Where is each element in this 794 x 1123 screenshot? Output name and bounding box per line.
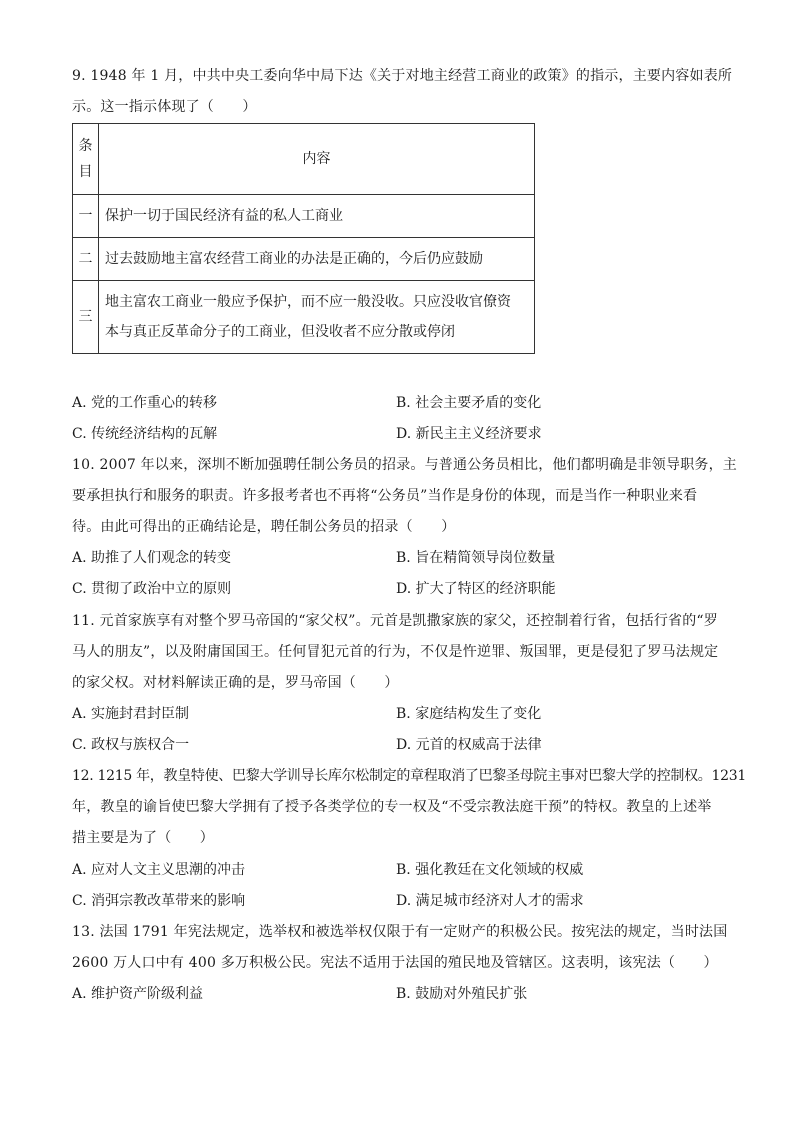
row-num: 三 xyxy=(73,281,99,354)
table-row xyxy=(73,281,535,354)
q13-option-b[interactable]: B. 鼓励对外殖民扩张 xyxy=(396,986,528,1002)
q11-option-d[interactable]: D. 元首的权威高于法律 xyxy=(396,737,542,753)
q12-stem-line3: 措主要是为了（ ） xyxy=(72,830,214,846)
header-num-char-2: 目 xyxy=(78,164,93,180)
q11-stem-line2: 马人的朋友”，以及附庸国国王。任何冒犯元首的行为，不仅是忤逆罪、叛国罪，更是侵犯了罗马法规定 xyxy=(72,644,719,660)
q11-option-a[interactable]: A. 实施封君封臣制 xyxy=(72,706,190,722)
table-header-row xyxy=(73,124,535,195)
q12-stem-line1: 12. 1215 年，教皇特使、巴黎大学训导长库尔松制定的章程取消了巴黎圣母院主事对巴黎大学的控制权。1231 xyxy=(72,768,746,784)
q9-option-c[interactable]: C. 传统经济结构的瓦解 xyxy=(72,426,218,442)
q12-option-c[interactable]: C. 消弭宗教改革带来的影响 xyxy=(72,893,246,909)
row-text-line2: 本与真正反革命分子的工商业，但没收者不应分散或停闭 xyxy=(105,324,455,340)
q13-stem-line2: 2600 万人口中有 400 多万积极公民。宪法不适用于法国的殖民地及管辖区。这表明，该宪法（ ） xyxy=(72,955,718,971)
q10-option-c[interactable]: C. 贯彻了政治中立的原则 xyxy=(72,581,232,597)
q13-option-a[interactable]: A. 维护资产阶级利益 xyxy=(72,986,204,1002)
q9-table xyxy=(72,123,535,354)
table-row xyxy=(73,195,535,238)
q9-option-b[interactable]: B. 社会主要矛盾的变化 xyxy=(396,395,542,411)
table-row xyxy=(73,238,535,281)
header-num-cell xyxy=(73,124,99,195)
q9-stem-line1: 9. 1948 年 1 月，中共中央工委向华中局下达《关于对地主经营工商业的政策》的指示，主要内容如表所 xyxy=(72,68,733,84)
q10-option-b[interactable]: B. 旨在精简领导岗位数量 xyxy=(396,550,556,566)
q12-option-a[interactable]: A. 应对人文主义思潮的冲击 xyxy=(72,862,246,878)
q10-stem-line1: 10. 2007 年以来，深圳不断加强聘任制公务员的招录。与普通公务员相比，他们都明确是非领导职务，主 xyxy=(72,457,737,473)
header-num-char-1: 条 xyxy=(78,138,93,154)
q11-option-b[interactable]: B. 家庭结构发生了变化 xyxy=(396,706,542,722)
q11-option-c[interactable]: C. 政权与族权合一 xyxy=(72,737,190,753)
row-text: 过去鼓励地主富农经营工商业的办法是正确的，今后仍应鼓励 xyxy=(99,238,535,281)
q9-stem-line2: 示。这一指示体现了（ ） xyxy=(72,99,257,115)
q12-stem-line2: 年，教皇的谕旨使巴黎大学拥有了授予各类学位的专一权及“不受宗教法庭干预”的特权。教皇的上述举 xyxy=(72,799,712,815)
q11-stem-line1: 11. 元首家族享有对整个罗马帝国的“家父权”。元首是凯撒家族的家父，还控制着行省，包括行省的“罗 xyxy=(72,613,718,629)
q9-option-d[interactable]: D. 新民主主义经济要求 xyxy=(396,426,542,442)
q10-option-d[interactable]: D. 扩大了特区的经济职能 xyxy=(396,581,556,597)
row-num: 二 xyxy=(73,238,99,281)
q10-stem-line2: 要承担执行和服务的职责。许多报考者也不再将“公务员”当作是身份的体现，而是当作一种职业来看 xyxy=(72,488,698,504)
row-text xyxy=(99,281,535,354)
row-text: 保护一切于国民经济有益的私人工商业 xyxy=(99,195,535,238)
q12-option-d[interactable]: D. 满足城市经济对人才的需求 xyxy=(396,893,584,909)
q10-stem-line3: 待。由此可得出的正确结论是，聘任制公务员的招录（ ） xyxy=(72,519,456,535)
q12-option-b[interactable]: B. 强化教廷在文化领域的权威 xyxy=(396,862,584,878)
q11-stem-line3: 的家父权。对材料解读正确的是，罗马帝国（ ） xyxy=(72,675,399,691)
q13-stem-line1: 13. 法国 1791 年宪法规定，选举权和被选举权仅限于有一定财产的积极公民。按宪法的规定，当时法国 xyxy=(72,924,728,940)
q10-option-a[interactable]: A. 助推了人们观念的转变 xyxy=(72,550,232,566)
q9-option-a[interactable]: A. 党的工作重心的转移 xyxy=(72,395,218,411)
row-num: 一 xyxy=(73,195,99,238)
row-text-line1: 地主富农工商业一般应予保护，而不应一般没收。只应没收官僚资 xyxy=(105,294,511,310)
header-content-cell: 内容 xyxy=(99,124,535,195)
